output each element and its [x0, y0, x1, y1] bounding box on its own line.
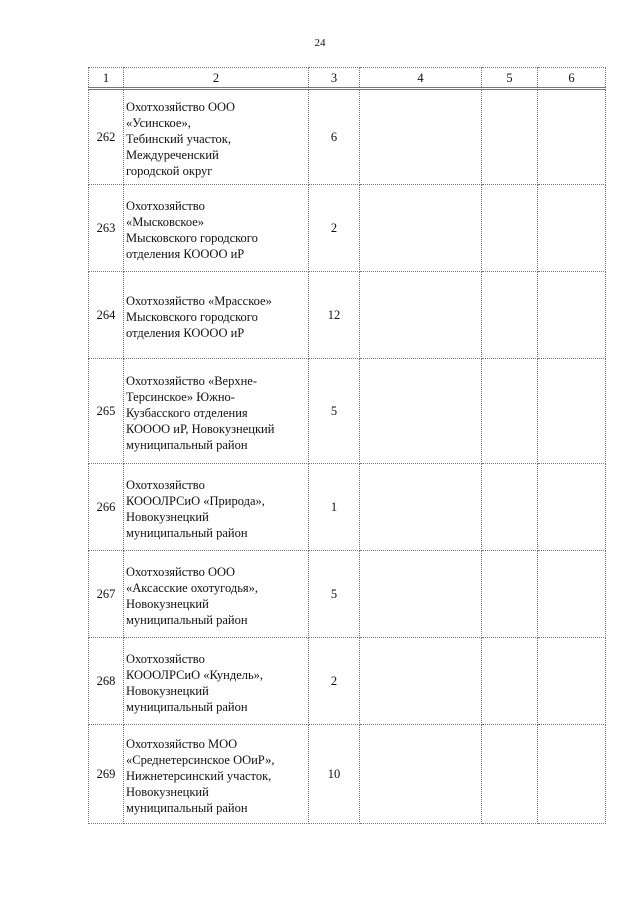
- name-line: Охотхозяйство ООО: [126, 99, 236, 114]
- name-line: Кузбасского отделения: [126, 405, 248, 420]
- row-number: 265: [89, 359, 124, 464]
- table-row: [89, 272, 606, 359]
- name-line: Терсинское» Южно-: [126, 389, 235, 404]
- name-line: Охотхозяйство ООО: [126, 564, 236, 579]
- empty-cell-c5: [482, 185, 538, 272]
- empty-cell-c5: [482, 272, 538, 359]
- name-line: муниципальный район: [126, 437, 248, 452]
- name-line: муниципальный район: [126, 612, 248, 627]
- header-col-6: 6: [538, 68, 606, 89]
- empty-cell-c6: [538, 725, 606, 824]
- quantity-cell: 2: [309, 185, 360, 272]
- name-line: Мысковского городского: [126, 230, 258, 245]
- name-line: отделения КОООО иР: [126, 325, 245, 340]
- name-line: «Мысковское»: [126, 214, 205, 229]
- quantity-cell: 1: [309, 464, 360, 551]
- empty-cell-c4: [360, 185, 482, 272]
- quantity-cell: 2: [309, 638, 360, 725]
- row-number: 266: [89, 464, 124, 551]
- name-line: Мысковского городского: [126, 309, 258, 324]
- name-line: Нижнетерсинский участок,: [126, 768, 272, 783]
- name-line: муниципальный район: [126, 525, 248, 540]
- name-line: «Усинское»,: [126, 115, 191, 130]
- empty-cell-c5: [482, 359, 538, 464]
- empty-cell-c4: [360, 359, 482, 464]
- row-number: 268: [89, 638, 124, 725]
- header-row: [89, 68, 606, 89]
- empty-cell-c4: [360, 464, 482, 551]
- empty-cell-c5: [482, 725, 538, 824]
- empty-cell-c5: [482, 89, 538, 185]
- name-line: Новокузнецкий: [126, 596, 209, 611]
- table-row: [89, 89, 606, 185]
- quantity-cell: 6: [309, 89, 360, 185]
- quantity-cell: 5: [309, 359, 360, 464]
- empty-cell-c4: [360, 551, 482, 638]
- row-number: 262: [89, 89, 124, 185]
- quantity-cell: 12: [309, 272, 360, 359]
- name-line: муниципальный район: [126, 800, 248, 815]
- table-row: [89, 464, 606, 551]
- name-line: муниципальный район: [126, 699, 248, 714]
- empty-cell-c6: [538, 272, 606, 359]
- name-line: Новокузнецкий: [126, 509, 209, 524]
- name-line: Охотхозяйство: [126, 198, 205, 213]
- row-number: 267: [89, 551, 124, 638]
- quantity-cell: 10: [309, 725, 360, 824]
- hunting-ground-name: [124, 185, 309, 272]
- header-col-1: 1: [89, 68, 124, 89]
- empty-cell-c6: [538, 638, 606, 725]
- header-col-3: 3: [309, 68, 360, 89]
- quantity-cell: 5: [309, 551, 360, 638]
- name-line: Охотхозяйство: [126, 651, 205, 666]
- name-line: КОООЛРСиО «Кундель»,: [126, 667, 264, 682]
- name-line: Новокузнецкий: [126, 784, 209, 799]
- empty-cell-c6: [538, 551, 606, 638]
- table-row: [89, 725, 606, 824]
- name-line: Междуреченский: [126, 147, 219, 162]
- name-line: Тебинский участок,: [126, 131, 231, 146]
- hunting-ground-name: [124, 725, 309, 824]
- hunting-grounds-table: [88, 67, 606, 824]
- name-line: городской округ: [126, 163, 213, 178]
- table-row: [89, 185, 606, 272]
- name-line: Новокузнецкий: [126, 683, 209, 698]
- empty-cell-c4: [360, 638, 482, 725]
- name-line: КОООЛРСиО «Природа»,: [126, 493, 265, 508]
- header-col-5: 5: [482, 68, 538, 89]
- name-line: Охотхозяйство: [126, 477, 205, 492]
- name-line: Охотхозяйство «Мрасское»: [126, 293, 272, 308]
- empty-cell-c6: [538, 89, 606, 185]
- hunting-ground-name: [124, 464, 309, 551]
- table-row: [89, 359, 606, 464]
- hunting-ground-name: [124, 551, 309, 638]
- empty-cell-c6: [538, 185, 606, 272]
- row-number: 263: [89, 185, 124, 272]
- hunting-ground-name: [124, 359, 309, 464]
- hunting-ground-name: [124, 272, 309, 359]
- header-col-2: 2: [124, 68, 309, 89]
- empty-cell-c5: [482, 638, 538, 725]
- hunting-ground-name: [124, 638, 309, 725]
- name-line: «Среднетерсинское ООиР»,: [126, 752, 275, 767]
- name-line: отделения КОООО иР: [126, 246, 245, 261]
- row-number: 264: [89, 272, 124, 359]
- empty-cell-c6: [538, 359, 606, 464]
- table-row: [89, 551, 606, 638]
- empty-cell-c4: [360, 272, 482, 359]
- empty-cell-c4: [360, 89, 482, 185]
- empty-cell-c5: [482, 551, 538, 638]
- name-line: Охотхозяйство «Верхне-: [126, 373, 257, 388]
- table-row: [89, 638, 606, 725]
- header-col-4: 4: [360, 68, 482, 89]
- empty-cell-c6: [538, 464, 606, 551]
- name-line: Охотхозяйство МОО: [126, 736, 238, 751]
- empty-cell-c5: [482, 464, 538, 551]
- row-number: 269: [89, 725, 124, 824]
- empty-cell-c4: [360, 725, 482, 824]
- name-line: КОООО иР, Новокузнецкий: [126, 421, 275, 436]
- hunting-ground-name: [124, 89, 309, 185]
- name-line: «Аксасские охотугодья»,: [126, 580, 259, 595]
- page-number: 24: [314, 37, 326, 49]
